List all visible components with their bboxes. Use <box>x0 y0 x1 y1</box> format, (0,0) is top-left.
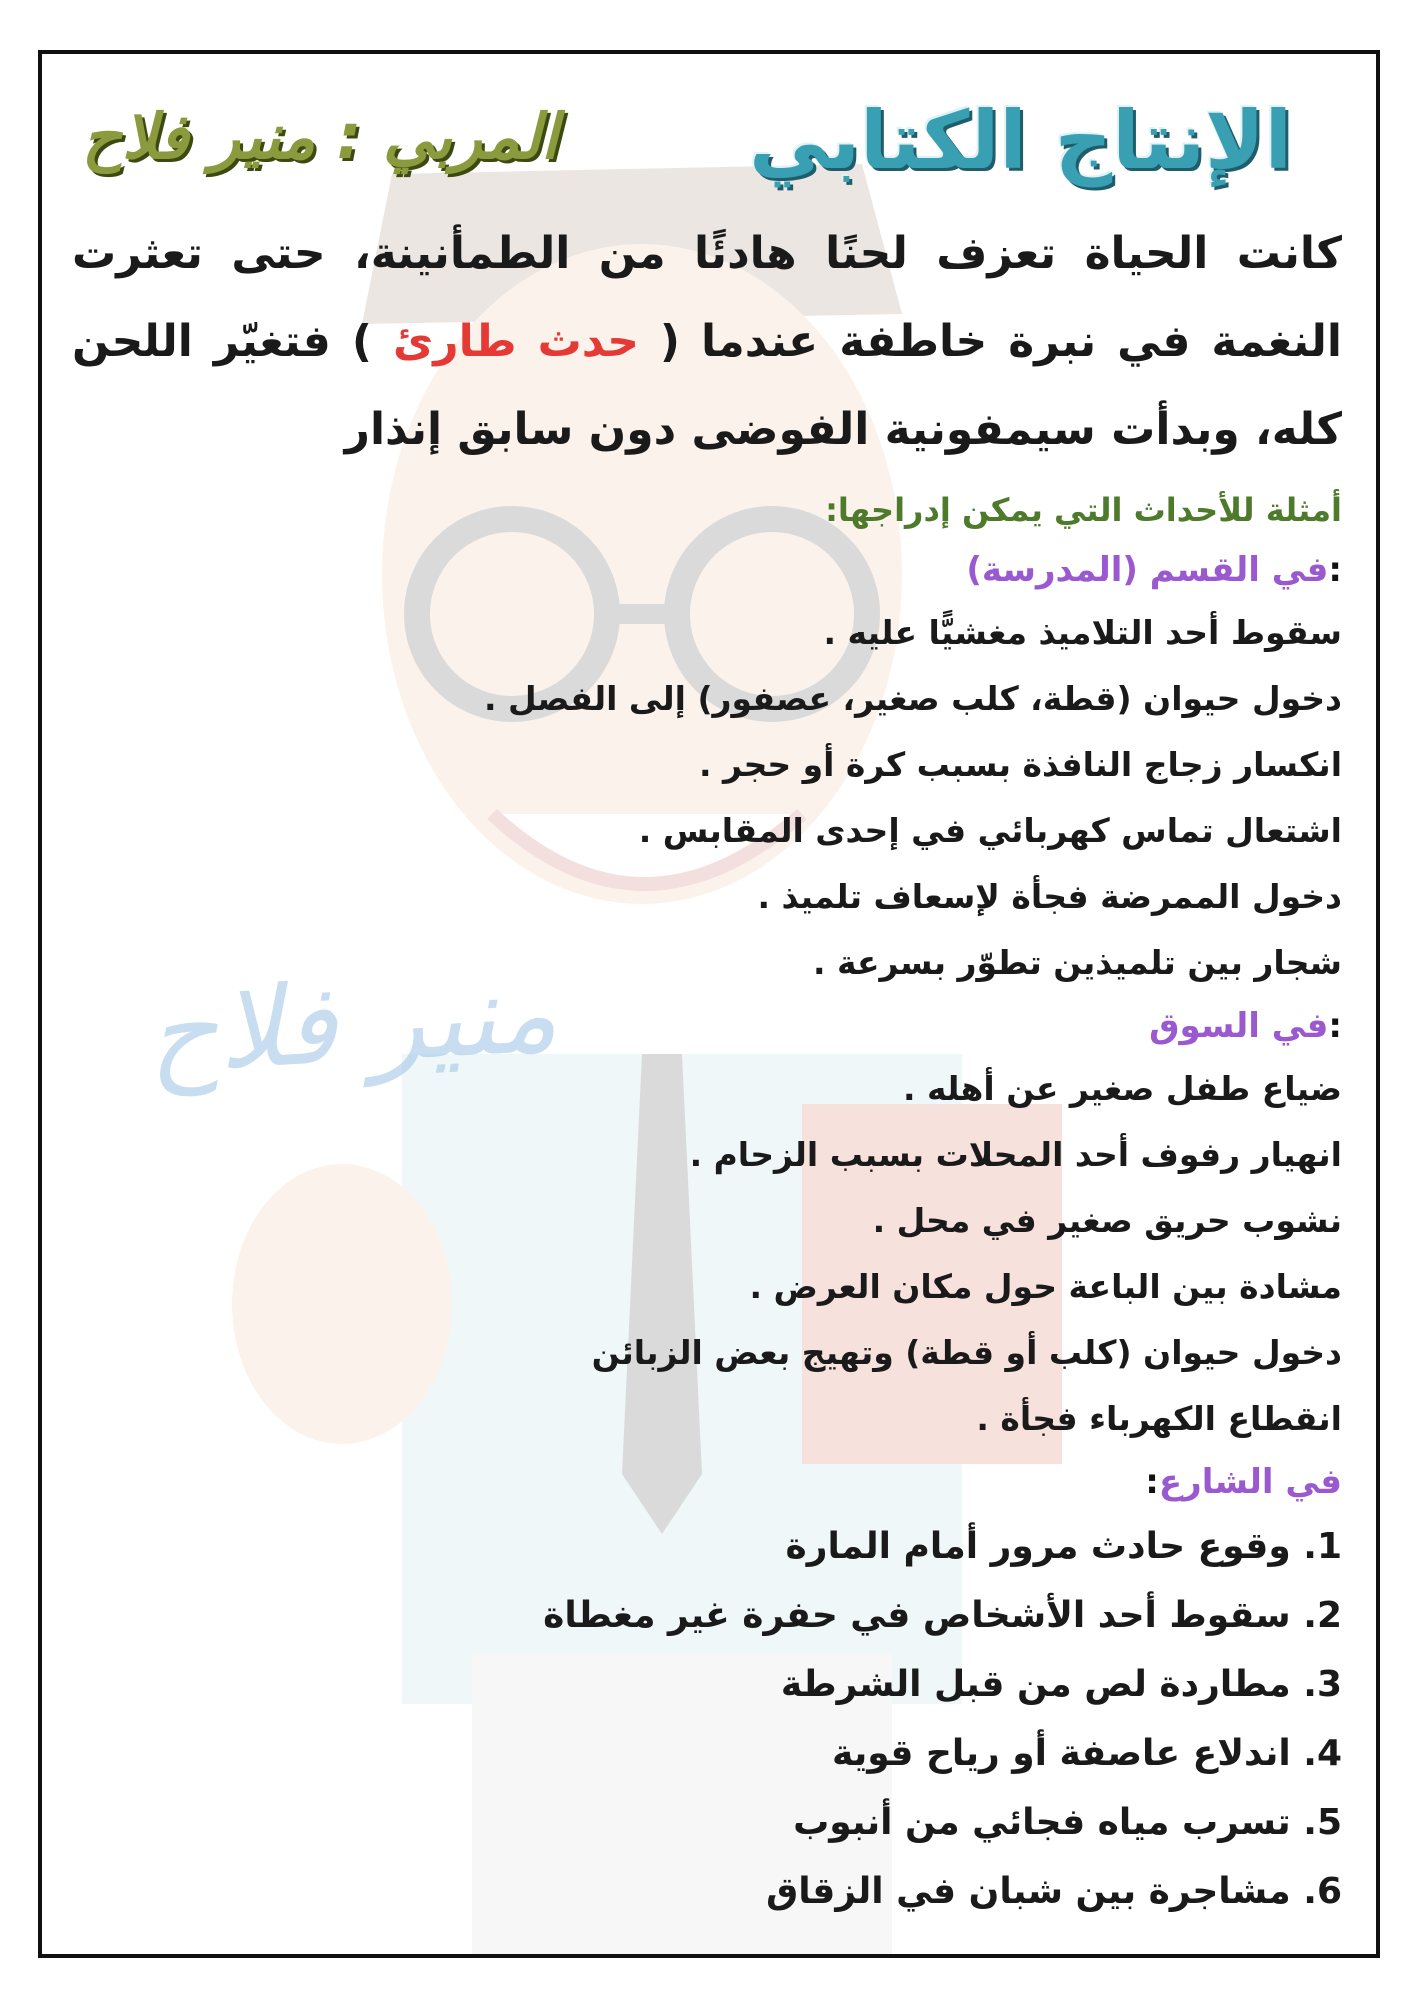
section-title-text: في الشارع <box>1158 1462 1342 1502</box>
intro-text-end: ) فتغيّر اللحن كله، وبدأت سيمفونية الفوضى دون سابق إنذار <box>72 316 1342 455</box>
numbered-item <box>72 1512 1342 1581</box>
intro-highlight: حدث طارئ <box>392 316 639 367</box>
teacher-name: المربي : منير فلاح <box>82 100 559 173</box>
watermark-signature: منير فلاح <box>143 948 561 1098</box>
list-item: ضياع طفل صغير عن أهله . <box>903 1069 1342 1108</box>
section-colon: : <box>1328 550 1342 590</box>
section-colon: : <box>1328 1006 1342 1046</box>
list-item: انقطاع الكهرباء فجأة . <box>976 1399 1342 1438</box>
section-title-school <box>72 540 1342 600</box>
examples-heading: أمثلة للأحداث التي يمكن إدراجها: <box>825 491 1342 529</box>
item-text: مطاردة لص من قبل الشرطة <box>780 1664 1291 1705</box>
list-item: انهيار رفوف أحد المحلات بسبب الزحام . <box>689 1135 1342 1174</box>
page-frame <box>38 50 1380 1958</box>
list-item: سقوط أحد التلاميذ مغشيًّا عليه . <box>823 613 1342 652</box>
list-item: شجار بين تلميذين تطوّر بسرعة . <box>812 943 1342 982</box>
list-item: اشتعال تماس كهربائي في إحدى المقابس . <box>638 811 1342 850</box>
item-text: اندلاع عاصفة أو رياح قوية <box>831 1733 1291 1774</box>
item-text: وقوع حادث مرور أمام المارة <box>785 1526 1291 1567</box>
item-number: 1. <box>1303 1526 1342 1567</box>
intro-text-start: كانت الحياة تعزف لحنًا هادئًا من الطمأنينة، حتى تعثرت النغمة في نبرة خاطفة عندما ( <box>72 228 1343 367</box>
section-colon: : <box>1145 1462 1159 1502</box>
list-item: انكسار زجاج النافذة بسبب كرة أو حجر . <box>699 745 1342 784</box>
intro-paragraph <box>72 210 1342 474</box>
numbered-item <box>72 1857 1342 1926</box>
list-item: نشوب حريق صغير في محل . <box>872 1201 1342 1240</box>
section-title-text: في السوق <box>1149 1006 1329 1046</box>
section-title-street <box>72 1452 1342 1512</box>
page-title: الإنتاج الكتابي <box>749 94 1292 187</box>
section-title-text: في القسم (المدرسة) <box>966 550 1329 590</box>
item-text: تسرب مياه فجائي من أنبوب <box>793 1802 1291 1843</box>
item-number: 4. <box>1303 1733 1342 1774</box>
item-number: 6. <box>1303 1871 1342 1912</box>
list-item: دخول حيوان (كلب أو قطة) وتهيج بعض الزبائن <box>591 1333 1342 1372</box>
numbered-item <box>72 1719 1342 1788</box>
item-text: مشاجرة بين شبان في الزقاق <box>766 1871 1291 1912</box>
list-item: مشادة بين الباعة حول مكان العرض . <box>749 1267 1342 1306</box>
list-item: دخول الممرضة فجأة لإسعاف تلميذ . <box>757 877 1342 916</box>
numbered-item <box>72 1650 1342 1719</box>
numbered-item <box>72 1788 1342 1857</box>
numbered-item <box>72 1581 1342 1650</box>
list-item: دخول حيوان (قطة، كلب صغير، عصفور) إلى الفصل . <box>483 679 1342 718</box>
item-number: 5. <box>1303 1802 1342 1843</box>
item-number: 2. <box>1303 1595 1342 1636</box>
section-title-market <box>72 996 1342 1056</box>
item-number: 3. <box>1303 1664 1342 1705</box>
page-content <box>72 94 1342 1926</box>
page-header <box>72 94 1342 204</box>
item-text: سقوط أحد الأشخاص في حفرة غير مغطاة <box>543 1595 1291 1636</box>
